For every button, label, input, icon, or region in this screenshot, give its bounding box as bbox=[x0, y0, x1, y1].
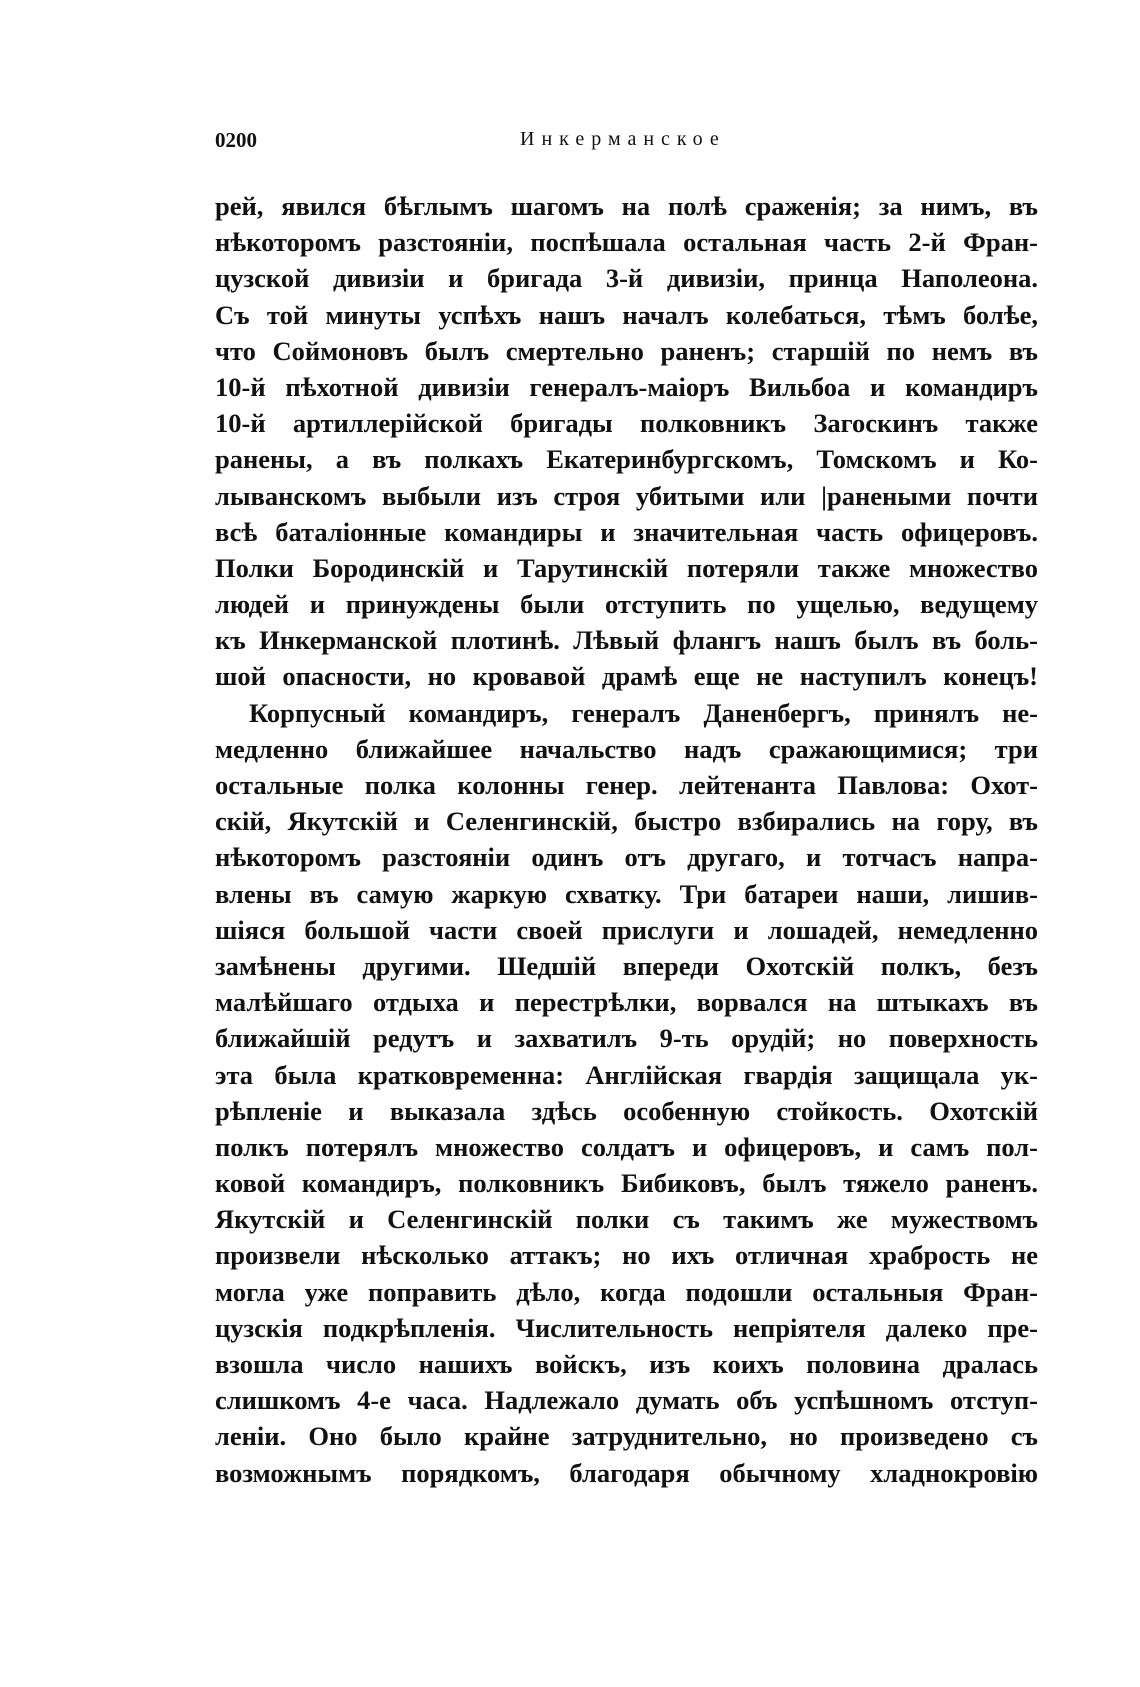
text-line: ранены, а въ полкахъ Екатеринбургскомъ, Томскомъ и Ко- bbox=[215, 444, 1038, 475]
text-line: малѣйшаго отдыха и перестрѣлки, ворвался на штыкахъ въ bbox=[215, 987, 1038, 1018]
text-line: нѣкоторомъ разстояніи одинъ отъ другаго, и тотчасъ напра- bbox=[215, 842, 1038, 873]
text-line: цузскія подкрѣпленія. Числительность непріятеля далеко пре- bbox=[215, 1312, 1038, 1343]
text-line: Якутскій и Селенгинскій полки съ такимъ же мужествомъ bbox=[215, 1204, 1038, 1235]
text-line: могла уже поправить дѣло, когда подошли остальныя Фран- bbox=[215, 1276, 1038, 1307]
text-line: влены въ самую жаркую схватку. Три батареи наши, лишив- bbox=[215, 878, 1038, 909]
page-header bbox=[215, 128, 1038, 158]
text-line: всѣ баталіонные командиры и значительная часть офицеровъ. bbox=[215, 516, 1038, 547]
running-head: Инкерманское bbox=[520, 128, 726, 150]
text-line: что Соймоновъ былъ смертельно раненъ; старшій по немъ въ bbox=[215, 335, 1038, 366]
text-line: цузской дивизіи и бригада 3-й дивизіи, принца Наполеона. bbox=[215, 263, 1038, 294]
text-line: ближайшій редутъ и захватилъ 9-ть орудій; но поверхность bbox=[215, 1023, 1038, 1054]
text-line: замѣнены другими. Шедшій впереди Охотскій полкъ, безъ bbox=[215, 950, 1038, 981]
text-line: медленно ближайшее начальство надъ сражающимися; три bbox=[215, 733, 1038, 764]
text-line: эта была кратковременна: Англійская гвардія защищала ук- bbox=[215, 1059, 1038, 1090]
text-line: шіяся большой части своей прислуги и лошадей, немедленно bbox=[215, 914, 1038, 945]
text-line: ковой командиръ, полковникъ Бибиковъ, былъ тяжело раненъ. bbox=[215, 1168, 1038, 1199]
text-line: нѣкоторомъ разстояніи, поспѣшала остальная часть 2-й Фран- bbox=[215, 227, 1038, 258]
text-line: Полки Бородинскій и Тарутинскій потеряли также множество bbox=[215, 552, 1038, 583]
text-line: леніи. Оно было крайне затруднительно, но произведено съ bbox=[215, 1421, 1038, 1452]
text-line: людей и принуждены были отступить по ущелью, ведущему bbox=[215, 589, 1038, 620]
paragraph-end-line: шой опасности, но кровавой драмѣ еще не наступилъ конецъ! bbox=[215, 661, 1038, 692]
body-text bbox=[215, 188, 1038, 1491]
text-line: лыванскомъ выбыли изъ строя убитыми или |ранеными почти bbox=[215, 480, 1038, 511]
text-line: къ Инкерманской плотинѣ. Лѣвый флангъ нашъ былъ въ боль- bbox=[215, 625, 1038, 656]
text-line: произвели нѣсколько аттакъ; но ихъ отличная храбрость не bbox=[215, 1240, 1038, 1271]
text-line: рей, явился бѣглымъ шагомъ на полѣ сраженія; за нимъ, въ bbox=[215, 191, 1038, 221]
text-line: взошла число нашихъ войскъ, изъ коихъ половина дралась bbox=[215, 1349, 1038, 1379]
text-line: Съ той минуты успѣхъ нашъ началъ колебаться, тѣмъ болѣе, bbox=[215, 299, 1038, 330]
paragraph-start-line: Корпусный командиръ, генералъ Даненбергъ, принялъ не- bbox=[249, 697, 1038, 728]
text-line: рѣпленіе и выказала здѣсь особенную стойкость. Охотскій bbox=[215, 1095, 1038, 1126]
page-number: 0200 bbox=[215, 128, 257, 152]
text-line: возможнымъ порядкомъ, благодаря обычному хладнокровію bbox=[215, 1457, 1038, 1488]
text-line: остальные полка колонны генер. лейтенанта Павлова: Охот- bbox=[215, 770, 1038, 800]
text-line: 10-й пѣхотной дивизіи генералъ-маіоръ Вильбоа и командиръ bbox=[215, 371, 1038, 402]
text-line: слишкомъ 4-е часа. Надлежало думать объ успѣшномъ отступ- bbox=[215, 1385, 1038, 1416]
text-line: 10-й артиллерійской бригады полковникъ Загоскинъ также bbox=[215, 408, 1038, 439]
text-line: полкъ потерялъ множество солдатъ и офицеровъ, и самъ пол- bbox=[215, 1131, 1038, 1162]
text-line: скій, Якутскій и Селенгинскій, быстро взбирались на гору, въ bbox=[215, 806, 1038, 837]
